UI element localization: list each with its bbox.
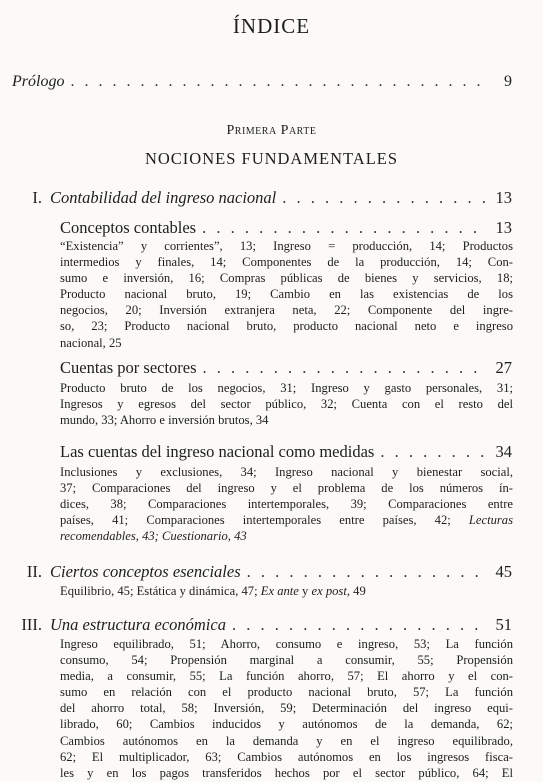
part-title: NOCIONES FUNDAMENTALES [144, 149, 399, 168]
section-summary-cuentas: Producto bruto de los negocios, 31; Ingreso y gasto personales, 31; Ingresos y egresos del sector público, 32; Cuenta con el resto del mundo, 33; Ahorro e inversión brutos, 34 [60, 381, 513, 428]
part-label: Primera Parte [226, 123, 317, 138]
section-page: 27 [495, 358, 512, 377]
section-title: Las cuentas del ingreso nacional como medidas [60, 442, 375, 461]
chapter-title: Una estructura económica [50, 615, 226, 634]
section-page: 13 [495, 218, 512, 237]
section-page: 34 [495, 442, 512, 461]
chapter-number: II. [26, 562, 42, 581]
chapter-title: Ciertos conceptos esenciales [50, 562, 241, 581]
dot-leader [70, 73, 488, 91]
dot-leader [247, 562, 488, 582]
toc-chapter-3[interactable] [12, 615, 512, 635]
section-summary-conceptos: “Existencia” y corrientes”, 13; Ingreso = producción, 14; Productos intermedios y finales, 14; Componentes de la producción, 14; Con- sumo e inversión, 16; Compras públicas de bienes y servicios, 18; Producto nacional bruto, 19; Cambio en las existencias de los negocios, 20; Inversión extranjera neta, 22; Componente del ingre- so, 23; Producto nacional bruto, producto nacional neto e ingreso nacional, 25 [60, 239, 513, 350]
toc-section-medidas[interactable] [60, 442, 512, 462]
chapter-number: I. [32, 188, 42, 207]
toc-entry-label: Prólogo [12, 73, 65, 90]
section-title: Cuentas por sectores [60, 358, 197, 377]
dot-leader [232, 615, 488, 635]
chapter-title: Contabilidad del ingreso nacional [50, 188, 277, 207]
page-title: ÍNDICE [232, 14, 311, 38]
chapter-page: 13 [495, 188, 512, 207]
toc-entry-page: 9 [504, 73, 512, 90]
chapter-number: III. [21, 615, 42, 634]
dot-leader [380, 442, 488, 462]
toc-section-cuentas[interactable] [60, 358, 512, 378]
toc-chapter-1[interactable] [12, 188, 512, 208]
toc-chapter-2[interactable] [12, 562, 512, 582]
dot-leader [203, 358, 488, 378]
section-summary-medidas: Inclusiones y exclusiones, 34; Ingreso nacional y bienestar social, 37; Comparaciones del ingreso y el problema de los números ín- dices, 38; Comparaciones intertemporales, 39; Comparaciones entre países, 41; Comparaciones intertemporales entre países, 42; Lecturas recomendables, 43; Cuestionario, 43 [60, 465, 513, 544]
toc-section-conceptos[interactable] [60, 218, 512, 238]
toc-entry-prologo[interactable] [12, 73, 512, 91]
dot-leader [202, 218, 488, 238]
section-title: Conceptos contables [60, 218, 197, 237]
chapter-summary-esenciales: Equilibrio, 45; Estática y dinámica, 47; Ex ante y ex post, 49 [60, 584, 366, 598]
dot-leader [282, 188, 488, 208]
chapter-page: 45 [495, 562, 512, 581]
chapter-summary-estructura: Ingreso equilibrado, 51; Ahorro, consumo e ingreso, 53; La función consumo, 54; Propensión marginal a consumir, 55; Propensión media, a consumir, 55; La función ahorro, 57; El ahorro y el con- sumo en relación con el producto nacional bruto, 57; La función del ahorro total, 58; Inversión, 59; Determinación del ingreso equi- librado, 60; Cambios inducidos y autónomos de la demanda, 62; Cambios autónomos en la demanda y en el ingreso equilibrado, 62; El multiplicador, 63; Cambios autónomos en los ingresos fisca- les y en los pagos transferidos hechos por el sector público, 64; El [60, 637, 513, 780]
chapter-page: 51 [495, 615, 512, 634]
